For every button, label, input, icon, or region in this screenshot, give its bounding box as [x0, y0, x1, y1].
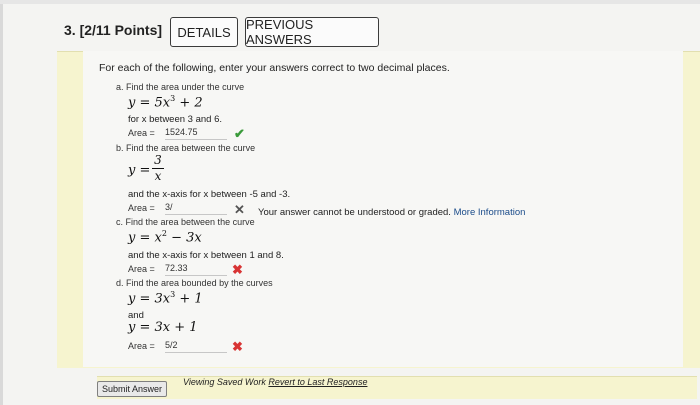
part-a-title: a. Find the area under the curve: [116, 82, 245, 92]
part-b-range: and the x-axis for x between -5 and -3.: [128, 189, 291, 200]
part-a-equation: $y = 5x^3 + 2$: [128, 94, 203, 111]
part-c-range: and the x-axis for x between 1 and 8.: [128, 250, 284, 261]
part-c-area-label: Area =: [128, 264, 155, 274]
x-icon: ✖: [232, 339, 243, 354]
check-icon: ✔: [234, 126, 245, 141]
part-c-equation: $y = x^2 - 3x$: [128, 229, 202, 246]
tab-previous-answers[interactable]: PREVIOUS ANSWERS: [245, 17, 379, 47]
more-information-link[interactable]: More Information: [453, 207, 526, 218]
tab-details[interactable]: DETAILS: [170, 17, 238, 47]
revert-link[interactable]: Revert to Last Response: [268, 377, 368, 387]
part-d-area-label: Area =: [128, 341, 155, 351]
part-c-title: c. Find the area between the curve: [116, 217, 255, 227]
viewing-saved-work: Viewing Saved Work Revert to Last Response: [183, 377, 368, 387]
part-b-answer-field[interactable]: 3/: [165, 201, 227, 215]
part-b-equation-lhs: y =: [128, 163, 151, 178]
part-d-title: d. Find the area bounded by the curves: [116, 278, 273, 288]
x-icon: ✖: [232, 262, 243, 277]
part-d-equation-2: y = 3x + 1: [128, 320, 198, 335]
part-b-fraction: [152, 153, 164, 183]
fraction-numerator: 3: [154, 153, 162, 167]
part-a-answer-field[interactable]: 1524.75: [165, 126, 227, 140]
left-divider: [0, 4, 3, 405]
part-c-answer-field[interactable]: 72.33: [165, 262, 227, 276]
top-divider: [0, 0, 700, 4]
part-b-title: b. Find the area between the curve: [116, 143, 256, 153]
part-d-equation-1: $y = 3x^3 + 1$: [128, 290, 203, 307]
part-a-area-label: Area =: [128, 128, 155, 138]
question-intro: For each of the following, enter your answers correct to two decimal places.: [99, 62, 450, 74]
question-number: 3. [2/11 Points]: [64, 22, 163, 38]
part-d-answer-field[interactable]: 5/2: [165, 339, 227, 353]
part-b-error-message: Your answer cannot be understood or graded. More Information: [258, 207, 526, 218]
submit-answer-button[interactable]: Submit Answer: [97, 381, 167, 397]
fraction-denominator: x: [152, 168, 164, 183]
part-b-area-label: Area =: [128, 203, 155, 213]
part-a-range: for x between 3 and 6.: [128, 114, 223, 125]
x-icon: ✕: [234, 202, 245, 217]
part-d-and-label: and: [128, 310, 144, 321]
